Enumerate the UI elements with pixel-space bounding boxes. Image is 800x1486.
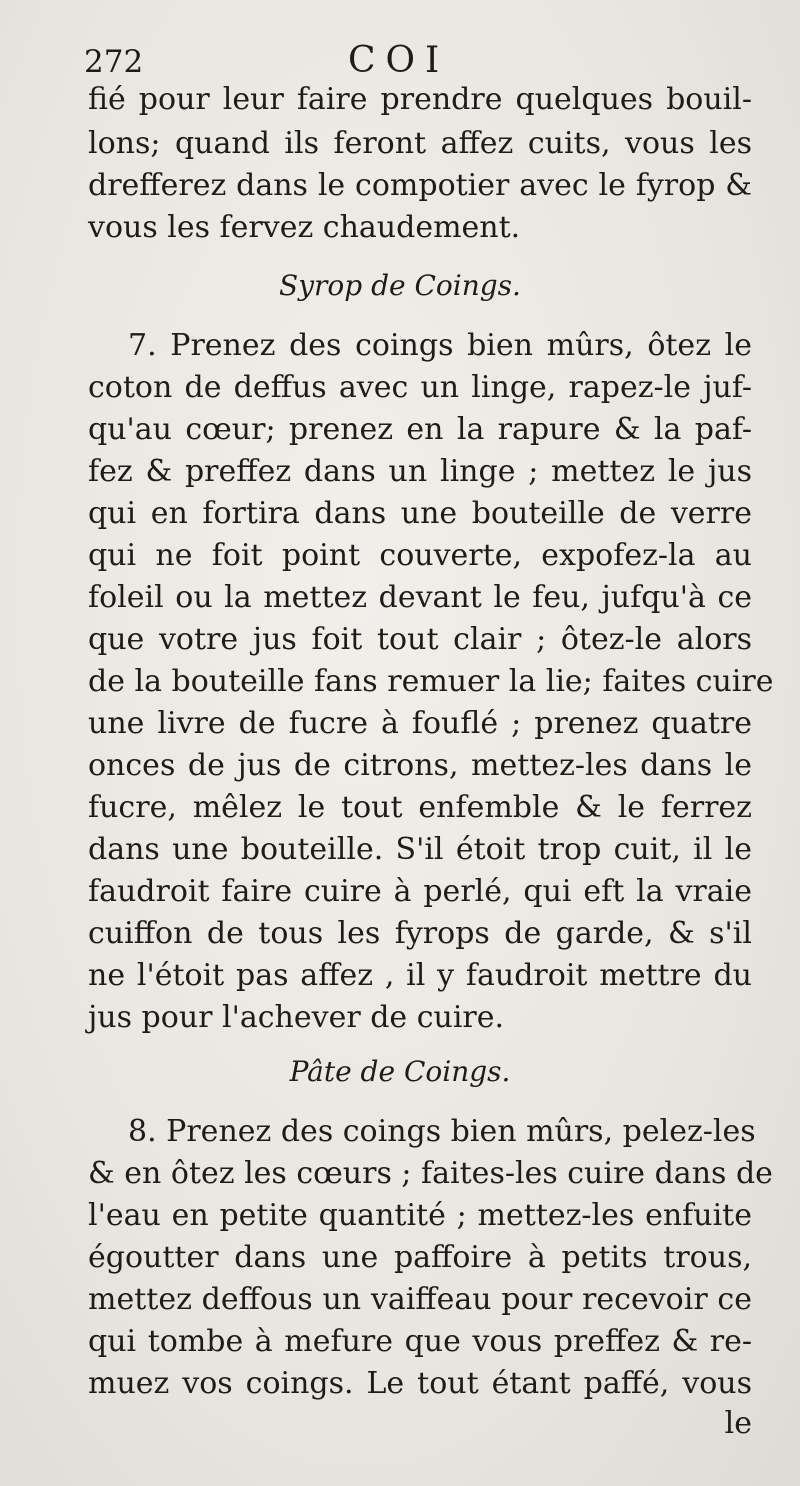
catchword: le xyxy=(724,1406,752,1441)
paragraph-line: que votre jus foit tout clair ; ôtez-le alors xyxy=(88,622,752,657)
section-heading-pate: Pâte de Coings. xyxy=(289,1055,511,1088)
paragraph-line: qui en fortira dans une bouteille de verre xyxy=(88,496,752,531)
continuation-line: lons; quand ils feront affez cuits, vous les xyxy=(88,126,752,161)
paragraph-line: 8. Prenez des coings bien mûrs, pelez-les xyxy=(128,1114,756,1149)
paragraph-line: fez & preffez dans un linge ; mettez le jus xyxy=(88,454,752,489)
paragraph-line: dans une bouteille. S'il étoit trop cuit, il le xyxy=(88,832,752,867)
paragraph-line: ne l'étoit pas affez , il y faudroit mettre du xyxy=(88,958,752,993)
paragraph-line: 7. Prenez des coings bien mûrs, ôtez le xyxy=(128,328,752,363)
running-head: COI xyxy=(348,40,450,81)
paragraph-line: onces de jus de citrons, mettez-les dans le xyxy=(88,748,752,783)
paragraph-line: faudroit faire cuire à perlé, qui eft la vraie xyxy=(88,874,752,909)
section-heading-syrop: Syrop de Coings. xyxy=(279,269,521,302)
paragraph-line: jus pour l'achever de cuire. xyxy=(88,1000,505,1035)
paragraph-line: l'eau en petite quantité ; mettez-les enfuite xyxy=(88,1198,752,1233)
paragraph-line: une livre de fucre à fouflé ; prenez quatre xyxy=(88,706,752,741)
paragraph-line: coton de deffus avec un linge, rapez-le juf- xyxy=(88,370,752,405)
paragraph-line: fucre, mêlez le tout enfemble & le ferrez xyxy=(88,790,752,825)
continuation-line: drefferez dans le compotier avec le fyrop & xyxy=(88,168,752,203)
paragraph-line: qui ne foit point couverte, expofez-la au xyxy=(88,538,752,573)
paragraph-line: foleil ou la mettez devant le feu, jufqu'à ce xyxy=(88,580,752,615)
continuation-line: fié pour leur faire prendre quelques bouil- xyxy=(88,82,752,117)
paragraph-line: de la bouteille fans remuer la lie; faites cuire xyxy=(88,664,774,699)
continuation-line: vous les fervez chaudement. xyxy=(88,210,521,245)
paragraph-line: qu'au cœur; prenez en la rapure & la paf- xyxy=(88,412,752,447)
paragraph-line: mettez deffous un vaiffeau pour recevoir ce xyxy=(88,1282,752,1317)
paragraph-line: & en ôtez les cœurs ; faites-les cuire dans de xyxy=(88,1156,773,1191)
paragraph-line: égoutter dans une paffoire à petits trous, xyxy=(88,1240,752,1275)
paragraph-line: muez vos coings. Le tout étant paffé, vous xyxy=(88,1366,752,1401)
paragraph-line: cuiffon de tous les fyrops de garde, & s'il xyxy=(88,916,752,951)
page-number: 272 xyxy=(84,44,144,80)
paragraph-line: qui tombe à mefure que vous preffez & re- xyxy=(88,1324,752,1359)
